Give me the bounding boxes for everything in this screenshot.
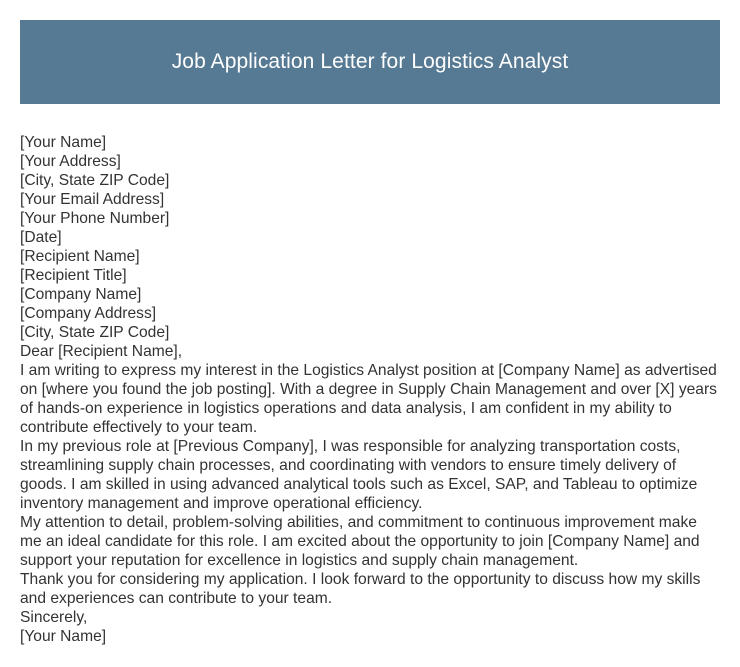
sender-city-state-zip: [City, State ZIP Code] bbox=[20, 172, 170, 189]
body-paragraph: Thank you for considering my application. I look forward to the opportunity to discuss how my skills and experiences can contribute to your team. bbox=[20, 571, 701, 607]
recipient-company: [Company Name] bbox=[20, 286, 142, 303]
title-banner bbox=[20, 20, 720, 104]
recipient-city-state-zip: [City, State ZIP Code] bbox=[20, 324, 170, 341]
letter-body bbox=[20, 133, 720, 646]
page-title: Job Application Letter for Logistics Analyst bbox=[171, 50, 569, 73]
body-paragraph: I am writing to express my interest in the Logistics Analyst position at [Company Name] as advertised on [where you found the job posting]. With a degree in Supply Chain Management and over [X] years of hands-on experience in logistics operations and data analysis, I am confident in my ability to contribute effectively to your team. bbox=[20, 362, 717, 436]
recipient-title: [Recipient Title] bbox=[20, 267, 127, 284]
letter-date: [Date] bbox=[20, 229, 62, 246]
recipient-name: [Recipient Name] bbox=[20, 248, 140, 265]
recipient-company-address: [Company Address] bbox=[20, 305, 157, 322]
body-paragraph: In my previous role at [Previous Company], I was responsible for analyzing transportation costs, streamlining supply chain processes, and coordinating with vendors to ensure timely delivery of goods. I am skilled in using advanced analytical tools such as Excel, SAP, and Tableau to optimize inventory management and improve operational efficiency. bbox=[20, 438, 698, 512]
body-paragraph: My attention to detail, problem-solving abilities, and commitment to continuous improvement make me an ideal candidate for this role. I am excited about the opportunity to join [Company Name] and support your reputation for excellence in logistics and supply chain management. bbox=[20, 514, 700, 569]
sender-name: [Your Name] bbox=[20, 134, 107, 151]
sender-address: [Your Address] bbox=[20, 153, 121, 170]
salutation: Dear [Recipient Name], bbox=[20, 343, 183, 360]
sender-email: [Your Email Address] bbox=[20, 191, 165, 208]
closing: Sincerely, bbox=[20, 609, 88, 626]
signature: [Your Name] bbox=[20, 628, 107, 645]
sender-phone: [Your Phone Number] bbox=[20, 210, 170, 227]
